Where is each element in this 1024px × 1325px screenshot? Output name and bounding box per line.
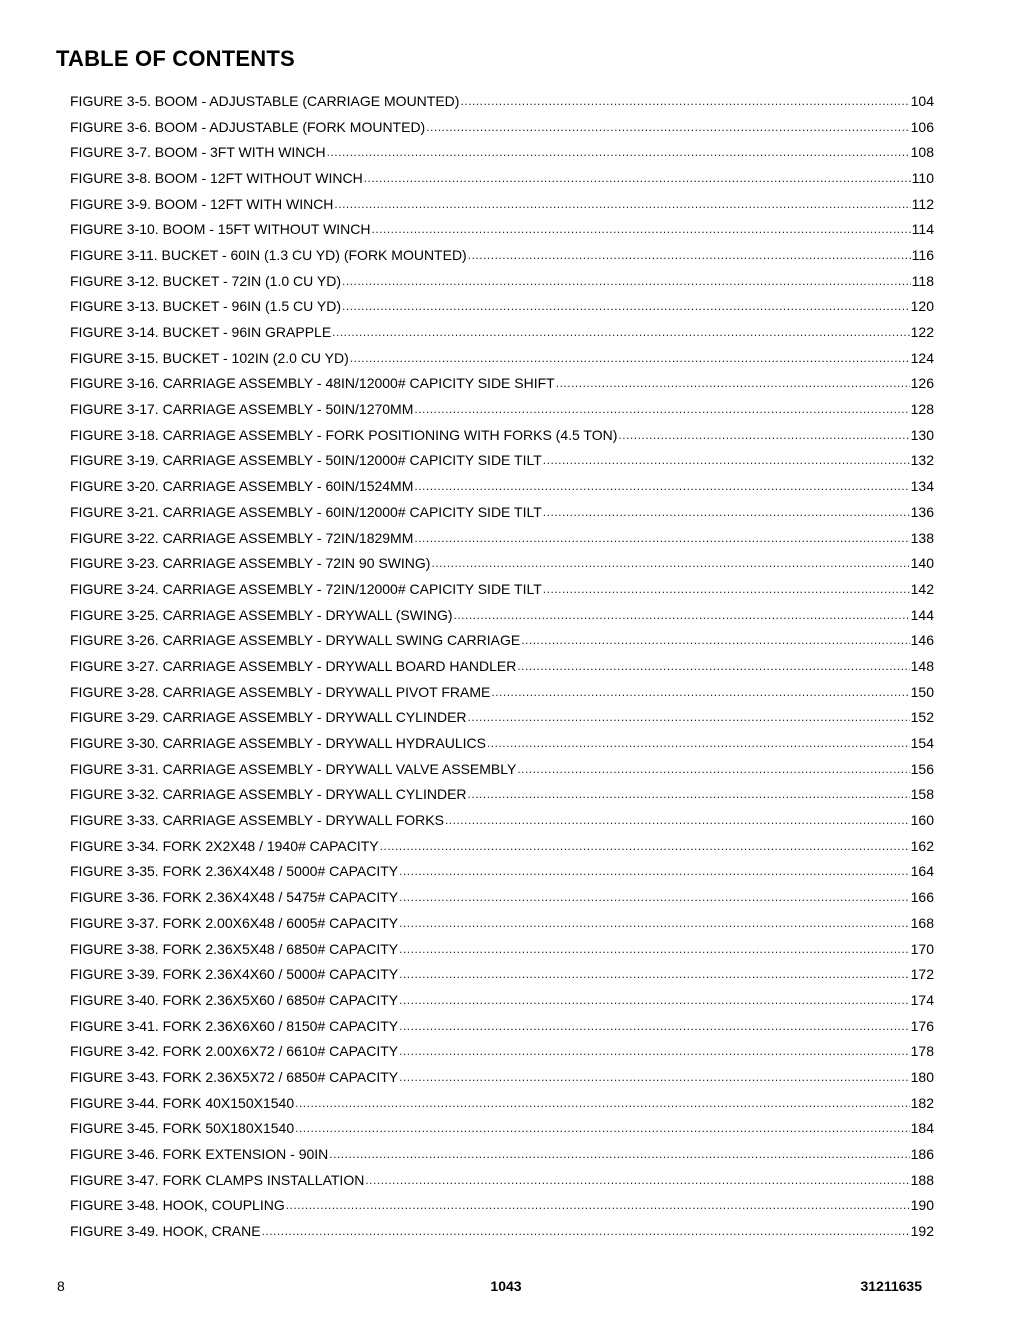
toc-entry-label: FIGURE 3-16. CARRIAGE ASSEMBLY - 48IN/12000# CAPICITY SIDE SHIFT (70, 375, 555, 392)
toc-entry-label: FIGURE 3-37. FORK 2.00X6X48 / 6005# CAPACITY (70, 914, 399, 931)
toc-entry-label: FIGURE 3-8. BOOM - 12FT WITHOUT WINCH (70, 169, 363, 186)
toc-entry-page: 120 (910, 298, 934, 315)
dot-leader (618, 427, 909, 443)
toc-entry-label: FIGURE 3-24. CARRIAGE ASSEMBLY - 72IN/12000# CAPICITY SIDE TILT (70, 580, 542, 597)
toc-entry-label: FIGURE 3-41. FORK 2.36X6X60 / 8150# CAPACITY (70, 1017, 399, 1034)
dot-leader (342, 298, 910, 314)
toc-entry[interactable] (70, 371, 934, 397)
dot-leader (543, 504, 910, 520)
toc-entry-label: FIGURE 3-29. CARRIAGE ASSEMBLY - DRYWALL CYLINDER (70, 709, 467, 726)
toc-entry-page: 144 (910, 606, 934, 623)
toc-entry-label: FIGURE 3-43. FORK 2.36X5X72 / 6850# CAPACITY (70, 1068, 399, 1085)
toc-entry[interactable] (70, 653, 934, 679)
dot-leader (491, 684, 909, 700)
toc-entry-label: FIGURE 3-9. BOOM - 12FT WITH WINCH (70, 195, 334, 212)
toc-entry-label: FIGURE 3-48. HOOK, COUPLING (70, 1197, 285, 1214)
dot-leader (329, 1146, 909, 1162)
toc-entry-page: 118 (911, 272, 934, 289)
toc-entry-page: 130 (910, 426, 934, 443)
toc-entry-label: FIGURE 3-38. FORK 2.36X5X48 / 6850# CAPACITY (70, 940, 399, 957)
toc-entry-page: 168 (910, 914, 934, 931)
toc-entry-page: 156 (910, 760, 934, 777)
table-of-contents (70, 88, 934, 1244)
toc-entry-page: 190 (910, 1197, 934, 1214)
toc-entry[interactable] (70, 1116, 934, 1142)
dot-leader (426, 119, 909, 135)
toc-entry-label: FIGURE 3-30. CARRIAGE ASSEMBLY - DRYWALL HYDRAULICS (70, 735, 486, 752)
toc-entry-label: FIGURE 3-45. FORK 50X180X1540 (70, 1120, 295, 1137)
toc-entry-label: FIGURE 3-25. CARRIAGE ASSEMBLY - DRYWALL (SWING) (70, 606, 453, 623)
toc-entry[interactable] (70, 165, 934, 191)
toc-entry[interactable] (70, 1064, 934, 1090)
toc-entry-page: 188 (910, 1171, 934, 1188)
toc-entry-page: 166 (910, 889, 934, 906)
toc-entry[interactable] (70, 936, 934, 962)
dot-leader (286, 1197, 910, 1213)
toc-entry-page: 176 (910, 1017, 934, 1034)
dot-leader (332, 324, 909, 340)
toc-entry-label: FIGURE 3-19. CARRIAGE ASSEMBLY - 50IN/12000# CAPICITY SIDE TILT (70, 452, 542, 469)
dot-leader (399, 992, 910, 1008)
footer-doc-number: 31211635 (860, 1278, 922, 1294)
dot-leader (468, 786, 910, 802)
toc-entry-page: 106 (910, 118, 934, 135)
toc-entry[interactable] (70, 216, 934, 242)
toc-entry[interactable] (70, 499, 934, 525)
toc-entry-page: 122 (910, 324, 934, 341)
dot-leader (295, 1095, 910, 1111)
toc-entry-page: 104 (910, 92, 934, 109)
toc-entry-label: FIGURE 3-21. CARRIAGE ASSEMBLY - 60IN/12000# CAPICITY SIDE TILT (70, 503, 542, 520)
toc-entry[interactable] (70, 525, 934, 551)
toc-entry[interactable] (70, 1218, 934, 1244)
toc-entry-label: FIGURE 3-32. CARRIAGE ASSEMBLY - DRYWALL CYLINDER (70, 786, 467, 803)
dot-leader (399, 1043, 910, 1059)
dot-leader (364, 170, 911, 186)
toc-entry[interactable] (70, 1141, 934, 1167)
toc-entry[interactable] (70, 191, 934, 217)
toc-entry-label: FIGURE 3-47. FORK CLAMPS INSTALLATION (70, 1171, 365, 1188)
toc-entry-label: FIGURE 3-46. FORK EXTENSION - 90IN (70, 1146, 329, 1163)
toc-entry[interactable] (70, 730, 934, 756)
dot-leader (295, 1120, 910, 1136)
toc-entry-page: 178 (910, 1043, 934, 1060)
toc-entry-page: 174 (910, 991, 934, 1008)
toc-entry-page: 132 (910, 452, 934, 469)
footer-model: 1043 (490, 1278, 522, 1294)
toc-entry[interactable] (70, 910, 934, 936)
dot-leader (517, 658, 909, 674)
toc-entry-label: FIGURE 3-18. CARRIAGE ASSEMBLY - FORK POSITIONING WITH FORKS (4.5 TON) (70, 426, 618, 443)
toc-entry[interactable] (70, 88, 934, 114)
toc-entry-label: FIGURE 3-34. FORK 2X2X48 / 1940# CAPACITY (70, 837, 379, 854)
toc-entry[interactable] (70, 294, 934, 320)
dot-leader (399, 863, 910, 879)
dot-leader (431, 555, 909, 571)
toc-entry[interactable] (70, 448, 934, 474)
toc-entry-page: 186 (910, 1146, 934, 1163)
toc-entry-label: FIGURE 3-5. BOOM - ADJUSTABLE (CARRIAGE MOUNTED) (70, 92, 460, 109)
toc-entry-page: 134 (910, 478, 934, 495)
toc-entry[interactable] (70, 807, 934, 833)
dot-leader (399, 915, 910, 931)
toc-entry[interactable] (70, 1167, 934, 1193)
toc-entry[interactable] (70, 1013, 934, 1039)
toc-entry[interactable] (70, 473, 934, 499)
toc-entry[interactable] (70, 1193, 934, 1219)
toc-entry[interactable] (70, 1038, 934, 1064)
toc-entry-label: FIGURE 3-6. BOOM - ADJUSTABLE (FORK MOUNTED) (70, 118, 426, 135)
toc-entry[interactable] (70, 884, 934, 910)
toc-entry-label: FIGURE 3-23. CARRIAGE ASSEMBLY - 72IN 90 SWING) (70, 555, 431, 572)
toc-entry[interactable] (70, 627, 934, 653)
dot-leader (543, 452, 910, 468)
toc-entry[interactable] (70, 139, 934, 165)
toc-entry[interactable] (70, 550, 934, 576)
toc-entry-label: FIGURE 3-17. CARRIAGE ASSEMBLY - 50IN/1270MM (70, 401, 414, 418)
dot-leader (454, 607, 910, 623)
toc-entry-label: FIGURE 3-39. FORK 2.36X4X60 / 5000# CAPACITY (70, 966, 399, 983)
dot-leader (517, 761, 909, 777)
toc-entry-page: 172 (910, 966, 934, 983)
toc-entry[interactable] (70, 242, 934, 268)
toc-entry-page: 138 (910, 529, 934, 546)
dot-leader (380, 838, 910, 854)
toc-entry[interactable] (70, 833, 934, 859)
toc-entry[interactable] (70, 396, 934, 422)
dot-leader (350, 350, 910, 366)
dot-leader (399, 1018, 910, 1034)
toc-entry[interactable] (70, 756, 934, 782)
toc-entry-page: 126 (910, 375, 934, 392)
dot-leader (365, 1172, 909, 1188)
dot-leader (399, 966, 910, 982)
toc-entry-label: FIGURE 3-35. FORK 2.36X4X48 / 5000# CAPACITY (70, 863, 399, 880)
dot-leader (521, 632, 909, 648)
toc-entry-page: 150 (910, 683, 934, 700)
toc-entry-page: 154 (910, 735, 934, 752)
toc-entry-page: 108 (910, 144, 934, 161)
toc-entry[interactable] (70, 987, 934, 1013)
toc-entry-page: 170 (910, 940, 934, 957)
toc-entry[interactable] (70, 345, 934, 371)
dot-leader (262, 1223, 910, 1239)
toc-entry-label: FIGURE 3-49. HOOK, CRANE (70, 1223, 261, 1240)
dot-leader (399, 889, 910, 905)
dot-leader (399, 1069, 910, 1085)
toc-entry-page: 158 (910, 786, 934, 803)
toc-entry-label: FIGURE 3-15. BUCKET - 102IN (2.0 CU YD) (70, 349, 349, 366)
toc-entry-label: FIGURE 3-36. FORK 2.36X4X48 / 5475# CAPACITY (70, 889, 399, 906)
toc-entry[interactable] (70, 782, 934, 808)
dot-leader (334, 196, 910, 212)
toc-entry-page: 164 (910, 863, 934, 880)
toc-entry-page: 146 (910, 632, 934, 649)
dot-leader (342, 273, 911, 289)
toc-entry-label: FIGURE 3-33. CARRIAGE ASSEMBLY - DRYWALL FORKS (70, 812, 444, 829)
toc-entry-page: 128 (910, 401, 934, 418)
dot-leader (468, 247, 911, 263)
dot-leader (414, 478, 909, 494)
dot-leader (445, 812, 910, 828)
toc-entry[interactable] (70, 705, 934, 731)
toc-entry-label: FIGURE 3-22. CARRIAGE ASSEMBLY - 72IN/1829MM (70, 529, 414, 546)
toc-entry-page: 140 (910, 555, 934, 572)
toc-entry[interactable] (70, 602, 934, 628)
toc-entry[interactable] (70, 859, 934, 885)
toc-entry-label: FIGURE 3-31. CARRIAGE ASSEMBLY - DRYWALL VALVE ASSEMBLY (70, 760, 517, 777)
toc-entry-page: 182 (910, 1094, 934, 1111)
toc-entry-label: FIGURE 3-26. CARRIAGE ASSEMBLY - DRYWALL SWING CARRIAGE (70, 632, 521, 649)
toc-entry[interactable] (70, 422, 934, 448)
dot-leader (460, 93, 909, 109)
toc-entry-label: FIGURE 3-11. BUCKET - 60IN (1.3 CU YD) (FORK MOUNTED) (70, 246, 467, 263)
toc-entry-page: 114 (911, 221, 934, 238)
dot-leader (327, 144, 910, 160)
dot-leader (414, 401, 909, 417)
toc-entry-page: 162 (910, 837, 934, 854)
toc-entry-label: FIGURE 3-14. BUCKET - 96IN GRAPPLE (70, 324, 332, 341)
toc-entry-label: FIGURE 3-12. BUCKET - 72IN (1.0 CU YD) (70, 272, 341, 289)
toc-entry-page: 152 (910, 709, 934, 726)
page-title: TABLE OF CONTENTS (56, 46, 295, 71)
dot-leader (556, 375, 910, 391)
toc-entry-page: 184 (910, 1120, 934, 1137)
toc-entry-label: FIGURE 3-20. CARRIAGE ASSEMBLY - 60IN/1524MM (70, 478, 414, 495)
dot-leader (372, 221, 911, 237)
toc-entry-label: FIGURE 3-7. BOOM - 3FT WITH WINCH (70, 144, 326, 161)
dot-leader (399, 941, 910, 957)
toc-entry[interactable] (70, 1090, 934, 1116)
toc-entry-page: 142 (910, 580, 934, 597)
toc-entry-page: 110 (911, 169, 934, 186)
toc-entry-page: 116 (911, 246, 934, 263)
toc-entry[interactable] (70, 961, 934, 987)
toc-entry[interactable] (70, 576, 934, 602)
toc-entry[interactable] (70, 319, 934, 345)
toc-entry-label: FIGURE 3-42. FORK 2.00X6X72 / 6610# CAPACITY (70, 1043, 399, 1060)
toc-entry-label: FIGURE 3-13. BUCKET - 96IN (1.5 CU YD) (70, 298, 341, 315)
toc-entry-label: FIGURE 3-44. FORK 40X150X1540 (70, 1094, 295, 1111)
toc-entry[interactable] (70, 114, 934, 140)
toc-entry-label: FIGURE 3-10. BOOM - 15FT WITHOUT WINCH (70, 221, 371, 238)
dot-leader (414, 530, 909, 546)
dot-leader (468, 709, 910, 725)
toc-entry-page: 192 (910, 1223, 934, 1240)
toc-entry-label: FIGURE 3-27. CARRIAGE ASSEMBLY - DRYWALL BOARD HANDLER (70, 657, 517, 674)
toc-entry-page: 136 (910, 503, 934, 520)
toc-entry[interactable] (70, 268, 934, 294)
toc-entry-page: 148 (910, 657, 934, 674)
toc-entry-page: 160 (910, 812, 934, 829)
dot-leader (543, 581, 910, 597)
footer-page-number: 8 (57, 1278, 65, 1294)
toc-entry-page: 124 (910, 349, 934, 366)
toc-entry-page: 180 (910, 1068, 934, 1085)
toc-entry-page: 112 (911, 195, 934, 212)
dot-leader (487, 735, 910, 751)
toc-entry-label: FIGURE 3-40. FORK 2.36X5X60 / 6850# CAPACITY (70, 991, 399, 1008)
toc-entry-label: FIGURE 3-28. CARRIAGE ASSEMBLY - DRYWALL PIVOT FRAME (70, 683, 491, 700)
toc-entry[interactable] (70, 679, 934, 705)
